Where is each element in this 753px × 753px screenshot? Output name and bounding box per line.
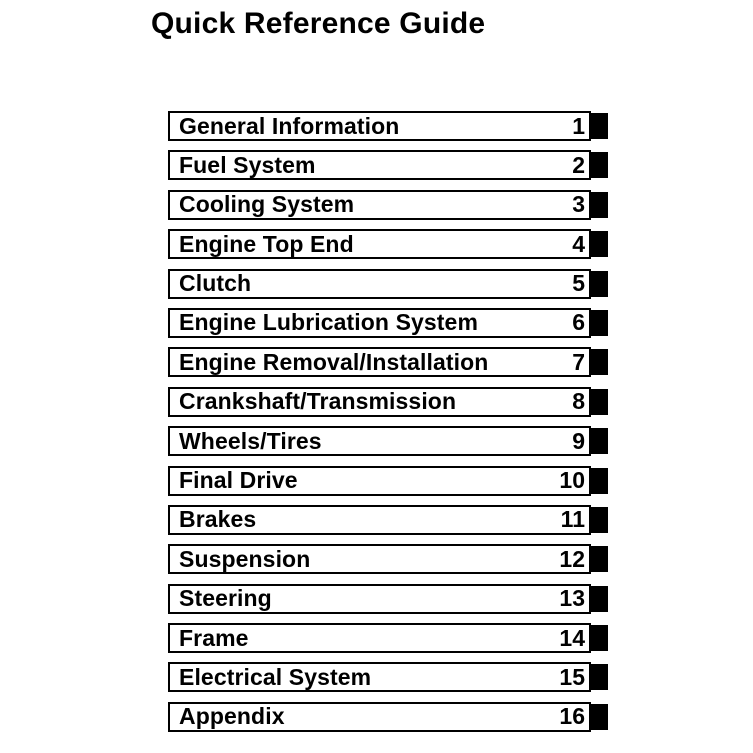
chapter-thumb-tab <box>591 113 608 139</box>
toc-row[interactable] <box>168 426 591 456</box>
toc-list <box>168 111 591 732</box>
toc-row-label: Engine Removal/Installation <box>179 348 489 375</box>
chapter-thumb-tab <box>591 704 608 730</box>
toc-row-label: Fuel System <box>179 151 316 178</box>
toc-row-chapter-number: 7 <box>572 348 585 375</box>
toc-row-label: Clutch <box>179 270 252 297</box>
toc-row-label: Frame <box>179 624 249 651</box>
chapter-thumb-tab <box>591 507 608 533</box>
chapter-thumb-tab <box>591 152 608 178</box>
toc-row[interactable] <box>168 584 591 614</box>
toc-row-chapter-number: 16 <box>559 703 585 730</box>
toc-row[interactable] <box>168 229 591 259</box>
toc-row[interactable] <box>168 662 591 692</box>
toc-row-label: Cooling System <box>179 191 355 218</box>
toc-row-chapter-number: 5 <box>572 270 585 297</box>
chapter-thumb-tab <box>591 192 608 218</box>
toc-row[interactable] <box>168 111 591 141</box>
toc-row-chapter-number: 4 <box>572 230 585 257</box>
toc-row-chapter-number: 15 <box>559 663 585 690</box>
chapter-thumb-tab <box>591 349 608 375</box>
toc-row-label: Wheels/Tires <box>179 427 322 454</box>
toc-row-chapter-number: 9 <box>572 427 585 454</box>
chapter-thumb-tab <box>591 389 608 415</box>
toc-row-label: Appendix <box>179 703 285 730</box>
toc-row-label: Brakes <box>179 506 257 533</box>
toc-row-chapter-number: 2 <box>572 151 585 178</box>
toc-row-label: Steering <box>179 585 272 612</box>
toc-row-chapter-number: 3 <box>572 191 585 218</box>
toc-row[interactable] <box>168 623 591 653</box>
toc-row[interactable] <box>168 702 591 732</box>
toc-row-label: Suspension <box>179 545 311 572</box>
chapter-thumb-tab <box>591 586 608 612</box>
page-title: Quick Reference Guide <box>151 7 486 40</box>
toc-row[interactable] <box>168 544 591 574</box>
chapter-thumb-tab <box>591 271 608 297</box>
toc-row-label: Electrical System <box>179 663 372 690</box>
toc-row-label: Engine Top End <box>179 230 354 257</box>
chapter-thumb-tab <box>591 664 608 690</box>
toc-row-label: General Information <box>179 112 400 139</box>
toc-row[interactable] <box>168 190 591 220</box>
toc-row-chapter-number: 10 <box>559 467 585 494</box>
toc-row[interactable] <box>168 466 591 496</box>
toc-row[interactable] <box>168 150 591 180</box>
toc-row[interactable] <box>168 505 591 535</box>
toc-row[interactable] <box>168 269 591 299</box>
chapter-thumb-tab <box>591 468 608 494</box>
chapter-thumb-tab <box>591 231 608 257</box>
toc-row-chapter-number: 13 <box>559 585 585 612</box>
toc-row-chapter-number: 1 <box>572 112 585 139</box>
chapter-thumb-tab <box>591 546 608 572</box>
toc-row-chapter-number: 12 <box>559 545 585 572</box>
toc-row-chapter-number: 14 <box>559 624 585 651</box>
toc-row-chapter-number: 11 <box>560 506 585 533</box>
toc-row-chapter-number: 6 <box>572 309 585 336</box>
toc-row-label: Final Drive <box>179 467 298 494</box>
chapter-thumb-tab <box>591 310 608 336</box>
toc-row-label: Crankshaft/Transmission <box>179 388 457 415</box>
toc-row-label: Engine Lubrication System <box>179 309 478 336</box>
chapter-thumb-tab <box>591 428 608 454</box>
toc-row[interactable] <box>168 308 591 338</box>
toc-row[interactable] <box>168 347 591 377</box>
toc-row-chapter-number: 8 <box>572 388 585 415</box>
chapter-thumb-tab <box>591 625 608 651</box>
toc-row[interactable] <box>168 387 591 417</box>
